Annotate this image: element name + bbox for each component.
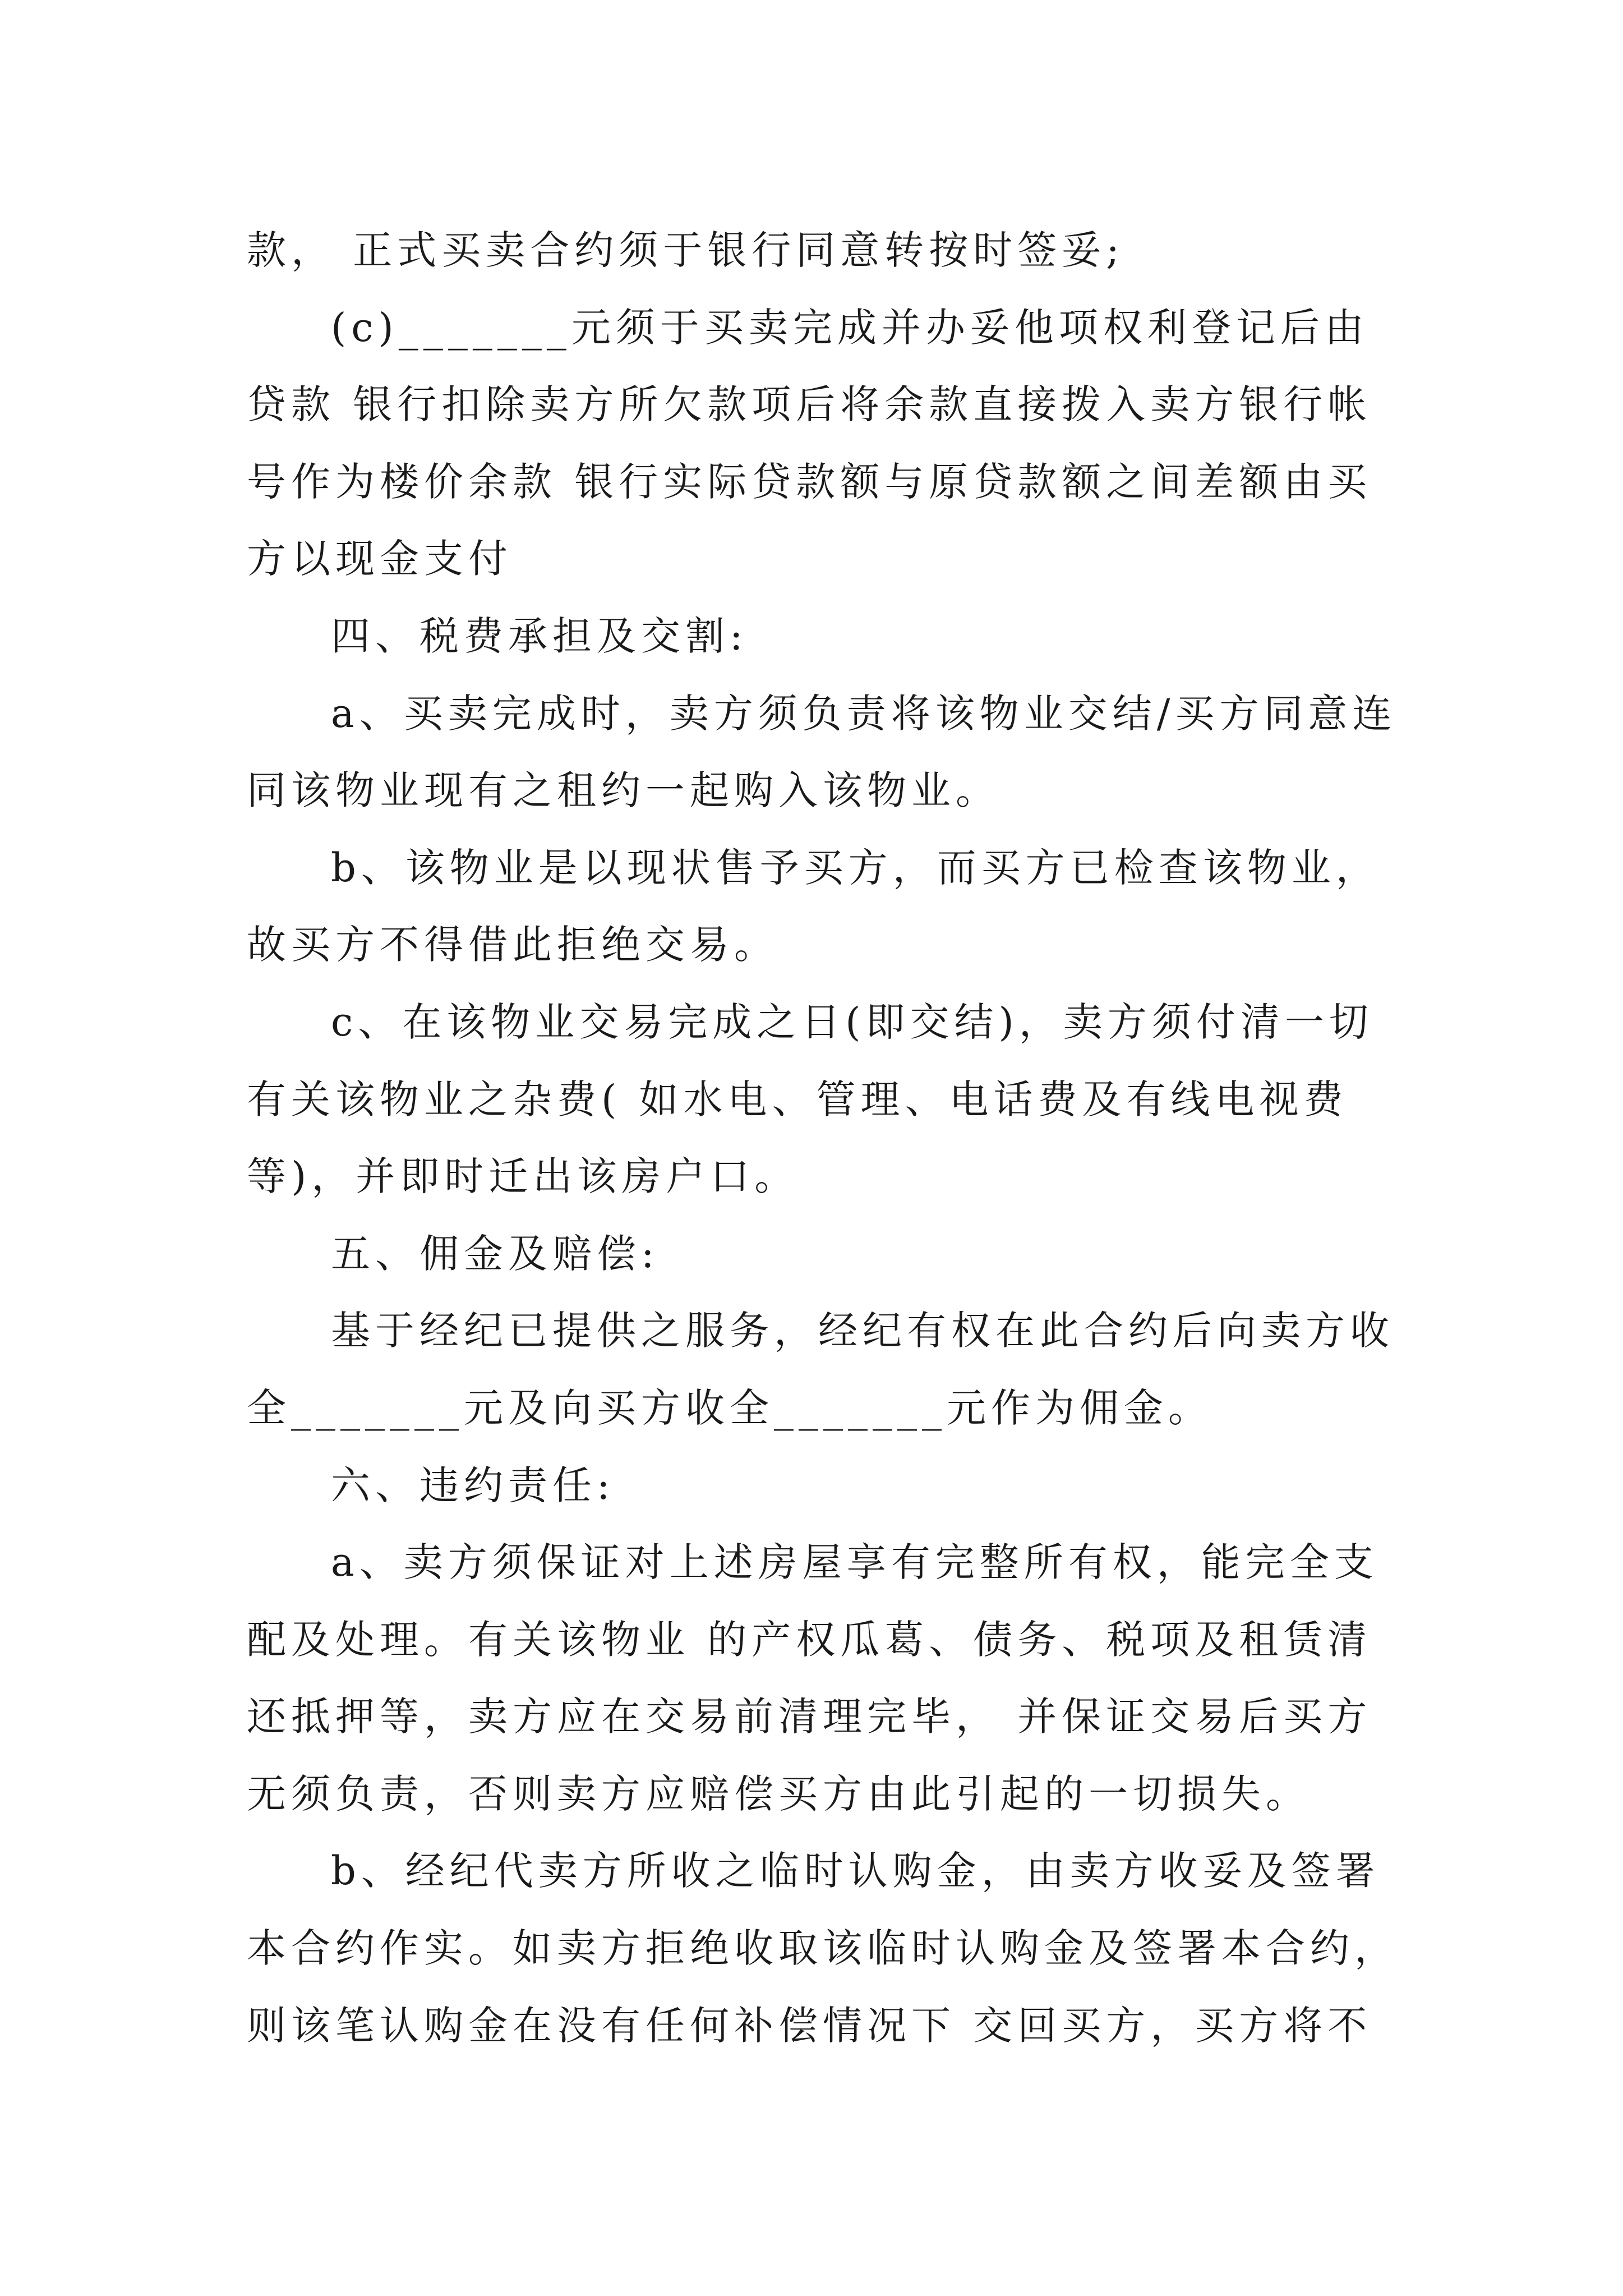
text-line: 配及处理。有关该物业 的产权瓜葛、债务、税项及租赁清 (247, 1616, 1372, 1663)
text-line: 基于经纪已提供之服务，经纪有权在此合约后向卖方收 (331, 1308, 1394, 1354)
text-line: 有关该物业之杂费( 如水电、管理、电话费及有线电视费 (247, 1076, 1348, 1122)
text-line: 等)，并即时迁出该房户口。 (247, 1153, 799, 1200)
section-heading: 六、违约责任: (331, 1462, 615, 1508)
text-line: a、买卖完成时，卖方须负责将该物业交结/买方同意连 (331, 690, 1397, 737)
text-line: b、经纪代卖方所收之临时认购金，由卖方收妥及签署 (331, 1848, 1380, 1894)
text-line: 还抵押等，卖方应在交易前清理完毕， 并保证交易后买方 (247, 1694, 1372, 1740)
text-line: b、该物业是以现状售予买方，而买方已检查该物业， (331, 844, 1380, 891)
text-line: 无须负责，否则卖方应赔偿买方由此引起的一切损失。 (247, 1770, 1310, 1817)
section-heading: 四、税费承担及交割: (331, 613, 748, 659)
text-line: a、卖方须保证对上述房屋享有完整所有权，能完全支 (331, 1539, 1378, 1586)
text-line: 故买方不得借此拒绝交易。 (247, 922, 778, 968)
document-body (247, 212, 1399, 2064)
text-line: c、在该物业交易完成之日(即交结)，卖方须付清一切 (331, 999, 1373, 1045)
section-heading: 五、佣金及赔偿: (331, 1230, 660, 1277)
text-line: 款， 正式买卖合约须于银行同意转按时签妥; (247, 227, 1124, 273)
text-line: 本合约作实。如卖方拒绝收取该临时认购金及签署本合约， (247, 1925, 1399, 1972)
text-line: 全_______元及向买方收全_______元作为佣金。 (247, 1384, 1212, 1431)
text-line: 则该笔认购金在没有任何补偿情况下 交回买方，买方将不 (247, 2002, 1372, 2049)
text-line: (c)_______元须于买卖完成并办妥他项权利登记后由 (331, 304, 1369, 351)
text-line: 贷款 银行扣除卖方所欠款项后将余款直接拨入卖方银行帐 (247, 381, 1372, 428)
text-line: 同该物业现有之租约一起购入该物业。 (247, 767, 1000, 814)
text-line: 号作为楼价余款 银行实际贷款额与原贷款额之间差额由买 (247, 458, 1372, 505)
text-line: 方以现金支付 (247, 536, 513, 582)
